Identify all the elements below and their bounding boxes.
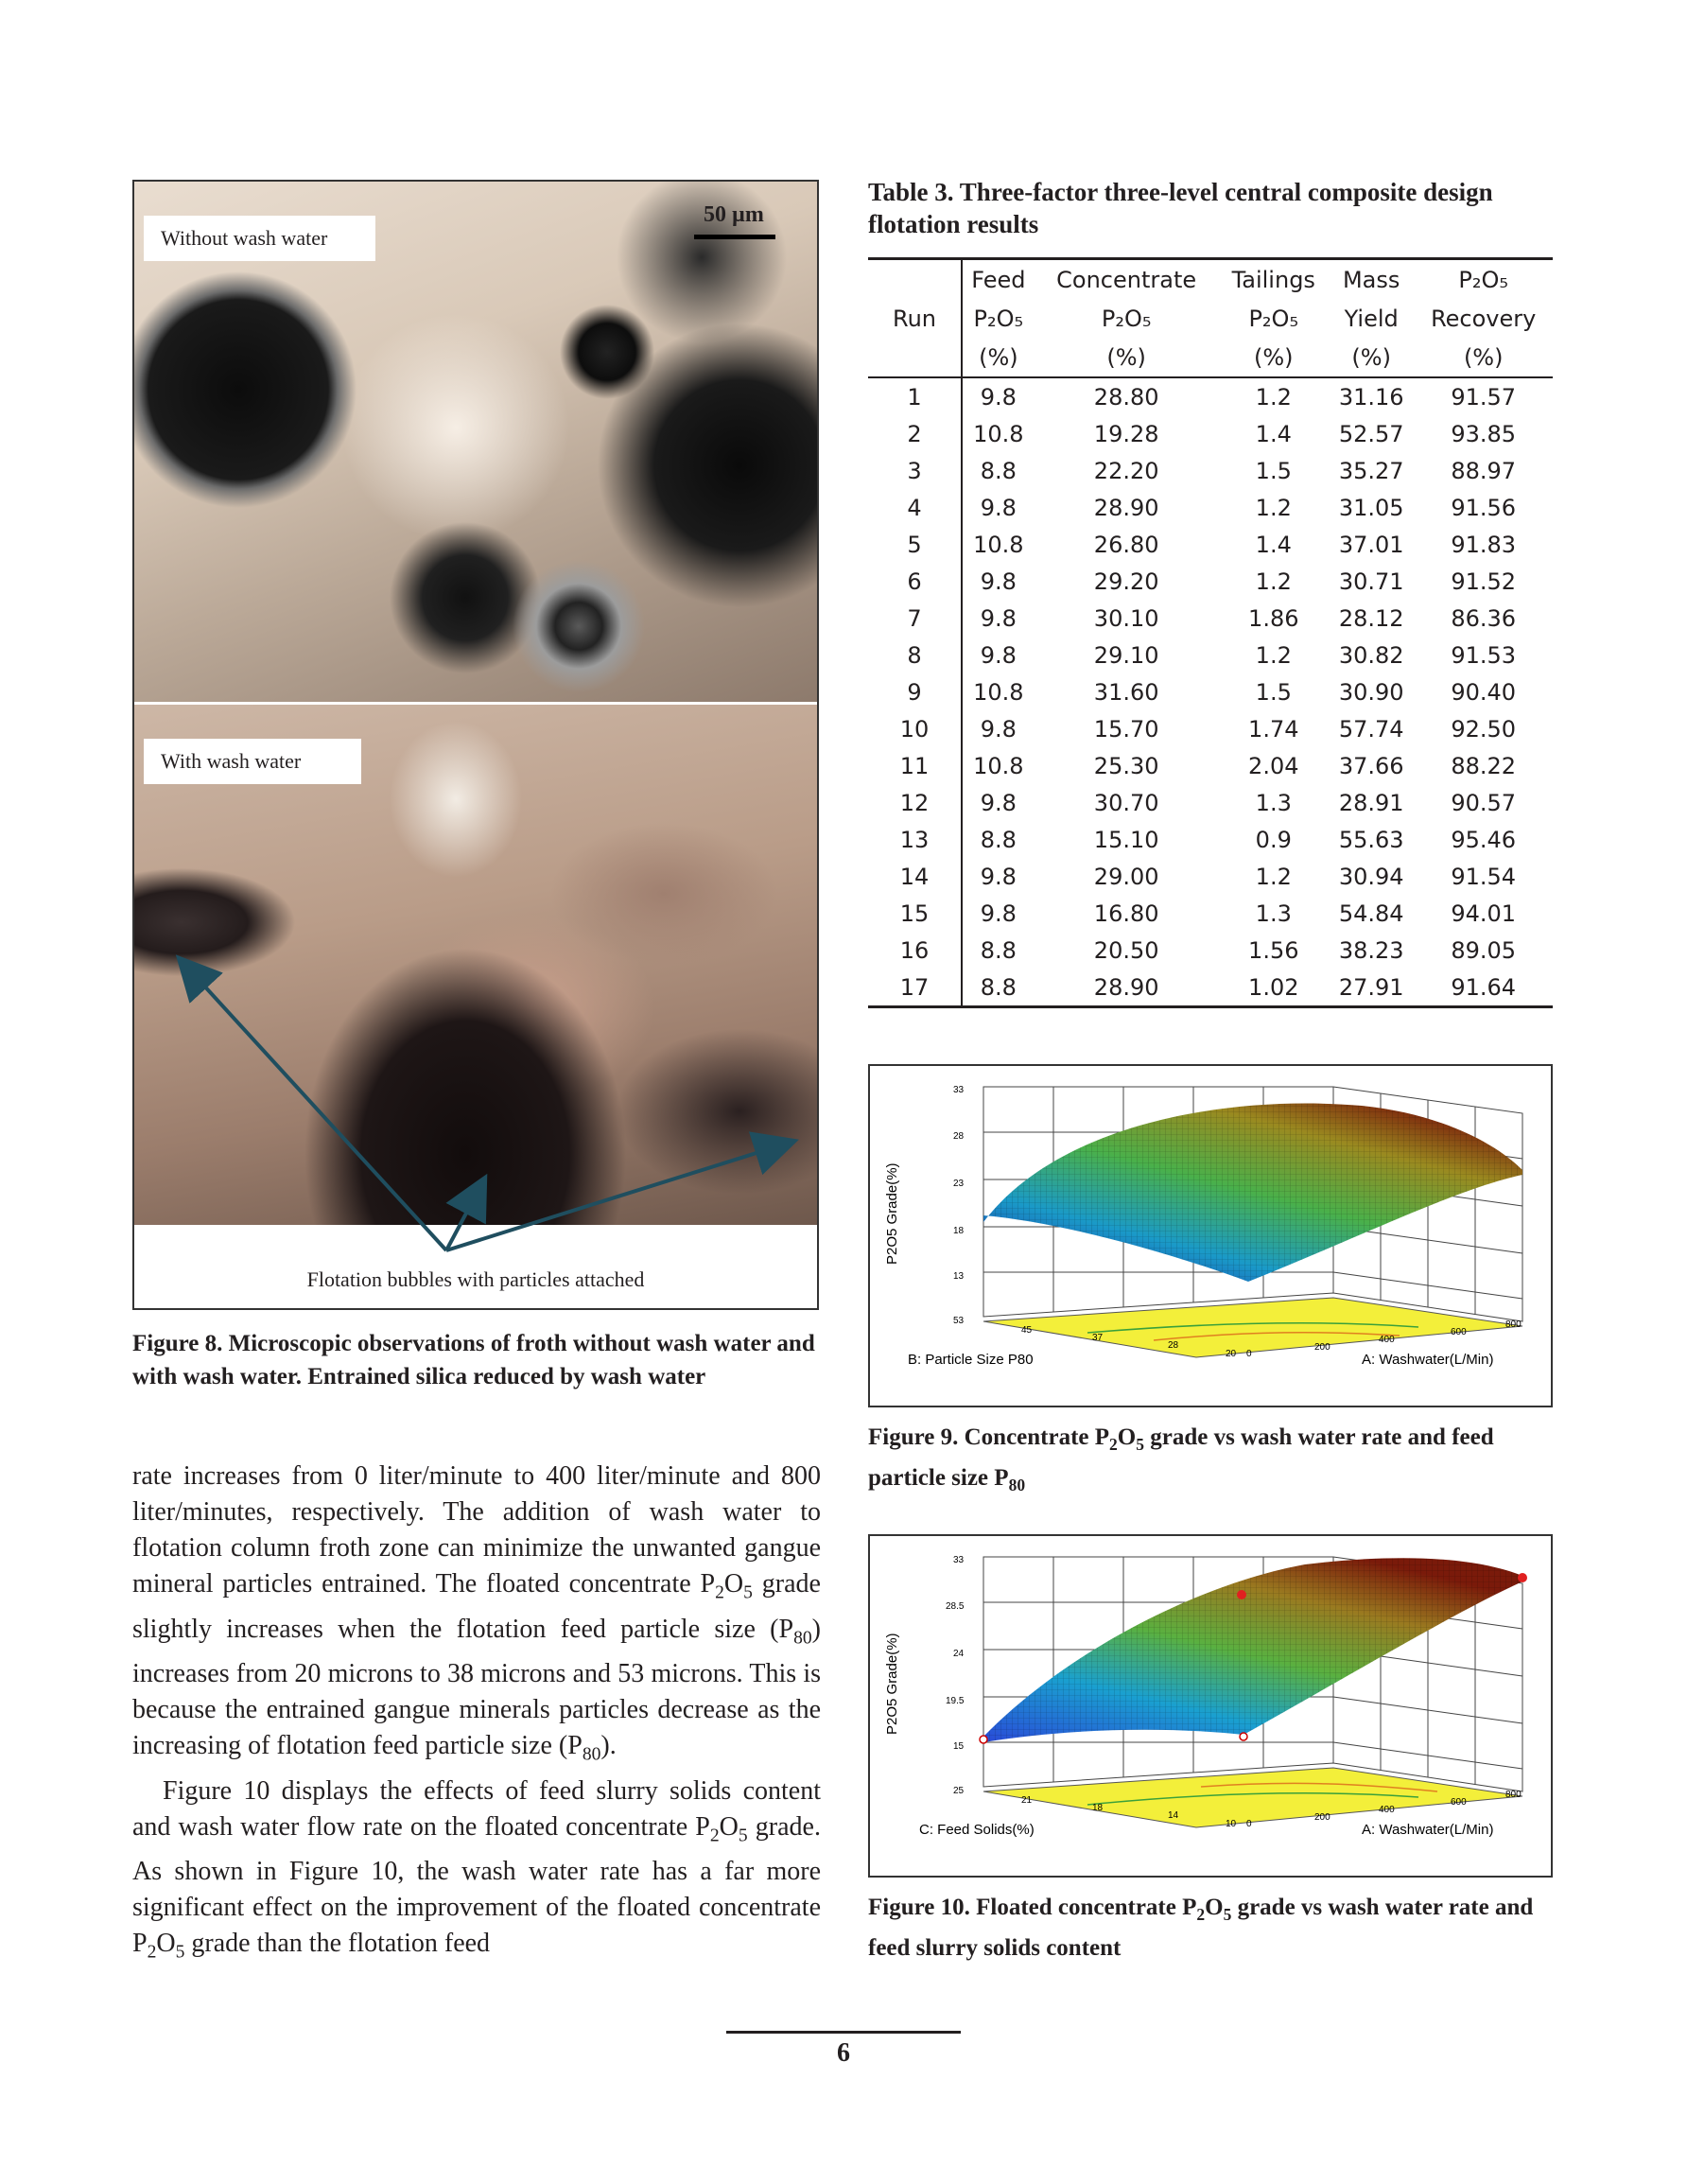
column-header: Mass: [1329, 259, 1414, 300]
table-cell: 0.9: [1255, 826, 1292, 853]
run-cell: 7: [868, 600, 962, 637]
table-cell: 1.3: [1255, 789, 1292, 816]
table-row: [868, 563, 1553, 600]
page-number: 6: [837, 2038, 850, 2068]
x-tick: 400: [1379, 1805, 1395, 1815]
run-cell: 3: [868, 452, 962, 489]
figure-10-caption: Figure 10. Floated concentrate $P_2O_5$ grade vs wash water rate and feed slurry solids content: [868, 1895, 1534, 1961]
y-axis-label: C: Feed Solids(%): [919, 1822, 1035, 1838]
table-cell: 27.91: [1329, 969, 1414, 1007]
table-3-caption: Table 3. Three-factor three-level central composite design flotation results: [868, 178, 1493, 238]
y-tick: 18: [1092, 1803, 1104, 1813]
table-header-row: [868, 299, 1553, 338]
table-cell: 1.2: [1255, 641, 1292, 669]
table-row: [868, 452, 1553, 489]
table-cell: 35.27: [1338, 457, 1404, 484]
table-cell: 8.8: [980, 457, 1017, 484]
table-cell: 30.94: [1338, 863, 1404, 890]
table-cell: 31.60: [1093, 678, 1159, 706]
table-header-row: [868, 338, 1553, 377]
figure-9-caption: Figure 9. Concentrate $P_2O_5$ grade vs wash water rate and feed particle size $P_{80}$: [868, 1424, 1494, 1494]
table-cell: 1.2: [1255, 568, 1292, 595]
x-tick: 800: [1505, 1319, 1522, 1330]
z-axis-label: P2O5 Grade(%): [884, 1162, 900, 1265]
table-cell: 9.8: [980, 604, 1017, 632]
table-row: [868, 784, 1553, 821]
table-cell: 91.64: [1414, 969, 1553, 1007]
table-cell: 90.40: [1451, 678, 1517, 706]
table-row: [868, 415, 1553, 452]
z-tick: 19.5: [946, 1696, 965, 1706]
z-tick: 15: [953, 1741, 965, 1752]
table-cell: 9.8: [980, 383, 1017, 411]
table-cell: 1.4: [1255, 531, 1292, 558]
table-cell: 29.00: [1093, 863, 1159, 890]
y-tick: 21: [1021, 1795, 1033, 1806]
y-tick: 14: [1168, 1810, 1179, 1821]
table-cell: 31.16: [1338, 383, 1404, 411]
figure-9-plot: [868, 1064, 1553, 1407]
table-3: [868, 257, 1553, 1008]
column-header: Tailings: [1219, 259, 1329, 300]
table-cell: 55.63: [1338, 826, 1404, 853]
table-cell: 28.91: [1338, 789, 1404, 816]
run-cell: 5: [868, 526, 962, 563]
table-cell: 54.84: [1338, 900, 1404, 927]
table-row: [868, 673, 1553, 710]
z-tick: 33: [953, 1085, 965, 1095]
x-tick: 200: [1314, 1812, 1330, 1823]
table-cell: 8.8: [980, 936, 1017, 964]
table-cell: 91.54: [1451, 863, 1517, 890]
table-cell: 10.8: [973, 752, 1024, 779]
paragraph: rate increases from 0 liter/minute to 400 liter/minute and 800 liter/minutes, respectively. The addition of wash water to flotation column froth zone can minimize the unwanted gangue mineral particles entrained. The floated concentrate $P_2O_5$ grade slightly increases when the flotation feed particle size $(P_{80})$ increases from 20 microns to 38 microns and 53 microns. This is because the entrained gangue minerals particles decrease as the increasing of flotation feed particle size $(P_{80})$.: [132, 1461, 821, 1765]
run-cell: 15: [868, 895, 962, 932]
table-cell: 9.8: [980, 789, 1017, 816]
x-axis-label: A: Washwater(L/Min): [1362, 1822, 1494, 1838]
table-cell: 88.22: [1451, 752, 1517, 779]
footer-rule: [726, 2031, 961, 2034]
table-row: [868, 895, 1553, 932]
column-header: Yield: [1344, 305, 1399, 332]
table-cell: 9.8: [980, 900, 1017, 927]
run-cell: 9: [868, 673, 962, 710]
column-unit: (%): [1329, 338, 1414, 377]
column-header: P₂O₅: [1101, 305, 1152, 332]
table-cell: 1.2: [1255, 494, 1292, 521]
figure-10-plot: [868, 1534, 1553, 1878]
run-cell: 17: [868, 969, 962, 1007]
table-cell: 10.8: [973, 678, 1024, 706]
table-cell: 16.80: [1093, 900, 1159, 927]
table-cell: 89.05: [1451, 936, 1517, 964]
z-tick: 13: [953, 1271, 965, 1282]
run-cell: 12: [868, 784, 962, 821]
table-cell: 57.74: [1338, 715, 1404, 743]
table-cell: 30.90: [1338, 678, 1404, 706]
table-cell: 19.28: [1093, 420, 1159, 447]
table-cell: 9.8: [980, 641, 1017, 669]
table-row: [868, 600, 1553, 637]
run-cell: 2: [868, 415, 962, 452]
x-tick: 0: [1246, 1819, 1252, 1829]
x-tick: 200: [1314, 1342, 1330, 1353]
table-cell: 2.04: [1248, 752, 1299, 779]
y-tick: 20: [1226, 1349, 1237, 1359]
surface-plot-svg: [870, 1066, 1551, 1406]
table-cell: 1.5: [1255, 457, 1292, 484]
table-row: [868, 637, 1553, 673]
table-cell: 8.8: [980, 826, 1017, 853]
z-tick: 33: [953, 1555, 965, 1565]
column-unit: (%): [1219, 338, 1329, 377]
run-cell: 10: [868, 710, 962, 747]
y-axis-label: B: Particle Size P80: [908, 1352, 1034, 1368]
table-cell: 30.70: [1093, 789, 1159, 816]
table-cell: 30.10: [1093, 604, 1159, 632]
table-cell: 9.8: [980, 494, 1017, 521]
x-tick: 600: [1451, 1797, 1467, 1808]
table-cell: 37.66: [1338, 752, 1404, 779]
table-row: [868, 932, 1553, 969]
table-cell: 93.85: [1451, 420, 1517, 447]
figure-8: [132, 180, 819, 1310]
table-cell: 91.57: [1451, 383, 1517, 411]
y-tick: 45: [1021, 1325, 1033, 1336]
z-tick: 24: [953, 1649, 965, 1659]
run-cell: 13: [868, 821, 962, 858]
table-cell: 1.2: [1255, 863, 1292, 890]
surface-plot-svg: [870, 1536, 1551, 1876]
table-cell: 1.4: [1255, 420, 1292, 447]
run-cell: 4: [868, 489, 962, 526]
table-row: [868, 377, 1553, 415]
table-cell: 91.56: [1451, 494, 1517, 521]
run-cell: 6: [868, 563, 962, 600]
scale-label: 50 µm: [704, 202, 764, 227]
table-cell: 1.5: [1255, 678, 1292, 706]
table-cell: 90.57: [1451, 789, 1517, 816]
z-tick: 28: [953, 1131, 965, 1142]
table-cell: 94.01: [1451, 900, 1517, 927]
run-cell: 14: [868, 858, 962, 895]
table-cell: 92.50: [1451, 715, 1517, 743]
y-tick: 10: [1226, 1819, 1237, 1829]
table-cell: 91.53: [1451, 641, 1517, 669]
table-cell: 38.23: [1338, 936, 1404, 964]
column-header: Recovery: [1431, 305, 1537, 332]
table-row: [868, 858, 1553, 895]
x-tick: 0: [1246, 1349, 1252, 1359]
table-cell: 10.8: [973, 420, 1024, 447]
annotation-text: Flotation bubbles with particles attached: [306, 1267, 645, 1291]
table-row: [868, 969, 1553, 1007]
run-cell: 8: [868, 637, 962, 673]
table-cell: 15.70: [1093, 715, 1159, 743]
table-cell: 28.90: [1093, 494, 1159, 521]
table-cell: 52.57: [1338, 420, 1404, 447]
column-header: Feed: [962, 259, 1035, 300]
table-cell: 86.36: [1451, 604, 1517, 632]
column-header-run: Run: [868, 299, 962, 338]
column-unit: (%): [962, 338, 1035, 377]
table-cell: 88.97: [1451, 457, 1517, 484]
z-tick: 23: [953, 1179, 965, 1189]
z-tick: 28.5: [946, 1601, 965, 1612]
label-with-wash-water: With wash water: [144, 739, 361, 784]
x-tick: 400: [1379, 1335, 1395, 1345]
y-tick: 53: [953, 1316, 965, 1326]
table-cell: 8.8: [962, 969, 1035, 1007]
table-cell: 95.46: [1451, 826, 1517, 853]
column-unit: (%): [1035, 338, 1219, 377]
table-cell: 28.12: [1338, 604, 1404, 632]
body-text: [132, 1459, 821, 1971]
table-cell: 29.10: [1093, 641, 1159, 669]
table-cell: 1.3: [1255, 900, 1292, 927]
run-cell: 1: [868, 377, 962, 415]
table-cell: 28.90: [1035, 969, 1219, 1007]
table-cell: 25.30: [1093, 752, 1159, 779]
table-row: [868, 747, 1553, 784]
table-cell: 1.2: [1255, 383, 1292, 411]
table-cell: 1.74: [1248, 715, 1299, 743]
table-cell: 20.50: [1093, 936, 1159, 964]
table-cell: 10.8: [973, 531, 1024, 558]
table-cell: 15.10: [1093, 826, 1159, 853]
label-without-wash-water: Without wash water: [144, 216, 375, 261]
table-cell: 91.83: [1451, 531, 1517, 558]
figure-8-caption: Figure 8. Microscopic observations of froth without wash water and with wash water. Entrained silica reduced by wash water: [132, 1331, 815, 1389]
run-cell: 16: [868, 932, 962, 969]
z-tick: 18: [953, 1226, 965, 1236]
x-axis-label: A: Washwater(L/Min): [1362, 1352, 1494, 1368]
paragraph: Figure 10 displays the effects of feed slurry solids content and wash water flow rate on the floated concentrate $P_2O_5$ grade. As shown in Figure 10, the wash water rate has a far more significant effect on the improvement of the floated concentrate $P_2O_5$ grade than the flotation feed: [132, 1775, 821, 1963]
column-header: Concentrate: [1035, 259, 1219, 300]
x-tick: 600: [1451, 1327, 1467, 1337]
column-header: P₂O₅: [973, 305, 1024, 332]
column-unit: (%): [1414, 338, 1553, 377]
y-tick: 28: [1168, 1340, 1179, 1351]
table-cell: 9.8: [980, 715, 1017, 743]
column-header: P₂O₅: [1414, 259, 1553, 300]
y-tick: 37: [1092, 1333, 1104, 1343]
table-cell: 1.86: [1248, 604, 1299, 632]
y-tick: 25: [953, 1786, 965, 1796]
table-cell: 9.8: [980, 863, 1017, 890]
table-cell: 37.01: [1338, 531, 1404, 558]
table-cell: 30.71: [1338, 568, 1404, 595]
table-row: [868, 526, 1553, 563]
table-row: [868, 821, 1553, 858]
table-cell: 31.05: [1338, 494, 1404, 521]
table-cell: 30.82: [1338, 641, 1404, 669]
x-tick: 800: [1505, 1790, 1522, 1800]
z-axis-label: P2O5 Grade(%): [884, 1633, 900, 1735]
table-cell: 1.02: [1219, 969, 1329, 1007]
column-header: P₂O₅: [1248, 305, 1299, 332]
table-cell: 26.80: [1093, 531, 1159, 558]
table-header-row: [868, 259, 1553, 300]
table-cell: 28.80: [1093, 383, 1159, 411]
table-row: [868, 489, 1553, 526]
table-cell: 22.20: [1093, 457, 1159, 484]
run-cell: 11: [868, 747, 962, 784]
table-cell: 29.20: [1093, 568, 1159, 595]
annotation-arrows: [134, 182, 817, 1312]
table-cell: 91.52: [1451, 568, 1517, 595]
table-cell: 1.56: [1248, 936, 1299, 964]
table-cell: 9.8: [980, 568, 1017, 595]
table-row: [868, 710, 1553, 747]
